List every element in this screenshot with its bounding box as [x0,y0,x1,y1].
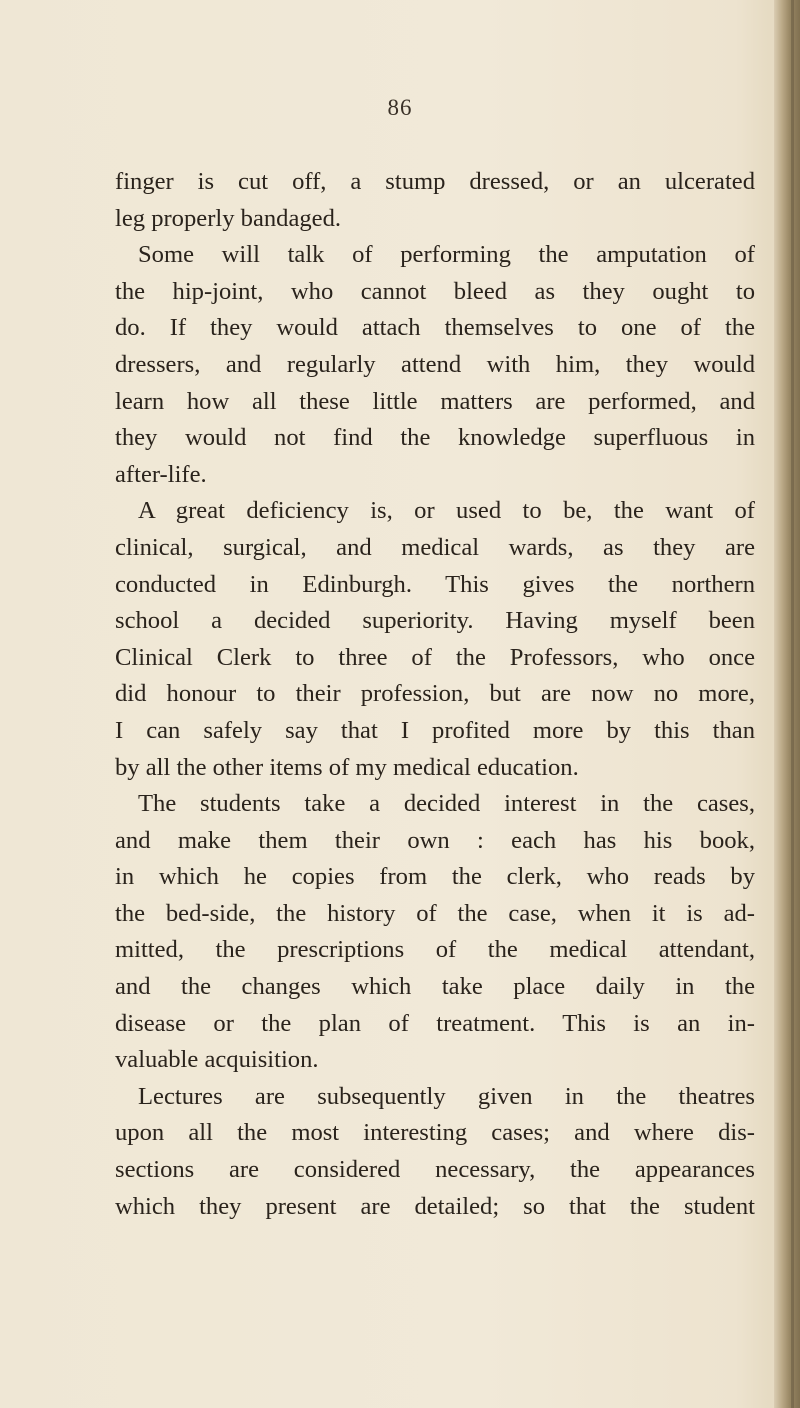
text-line: they would not find the knowledge superfluous in [115,424,755,452]
text-line: sections are considered necessary, the appearances [115,1156,755,1184]
text-line: clinical, surgical, and medical wards, as they are [115,533,755,561]
text-line: Some will talk of performing the amputation of [138,241,755,269]
text-line: which they present are detailed; so that the student [115,1192,755,1220]
text-line: school a decided superiority. Having myself been [115,607,755,635]
text-line: valuable acquisition. [115,1046,319,1074]
text-line: leg properly bandaged. [115,204,342,232]
text-line: dressers, and regularly attend with him, they would [115,350,755,378]
text-line: by all the other items of my medical education. [115,753,579,781]
text-line: Lectures are subsequently given in the theatres [138,1082,755,1110]
text-line: finger is cut off, a stump dressed, or an ulcerated [115,168,755,195]
body-text [115,164,755,1225]
text-line: disease or the plan of treatment. This is an in- [115,1009,755,1037]
text-line: upon all the most interesting cases; and where dis- [115,1119,755,1147]
text-line: mitted, the prescriptions of the medical attendant, [115,936,755,964]
text-line: Clinical Clerk to three of the Professors, who once [115,643,755,671]
text-line: I can safely say that I profited more by this than [115,716,755,744]
text-line: after-life. [115,460,207,488]
text-line: conducted in Edinburgh. This gives the northern [115,570,755,598]
text-line: the bed-side, the history of the case, when it is ad- [115,899,755,927]
text-line: and make them their own : each has his book, [115,826,755,854]
text-line: and the changes which take place daily in the [115,973,755,1001]
text-line: the hip-joint, who cannot bleed as they ought to [115,277,755,305]
text-line: in which he copies from the clerk, who reads by [115,863,755,891]
text-line: A great deficiency is, or used to be, the want of [138,497,755,525]
page-number: 86 [387,95,413,120]
page-edge [774,0,800,1408]
text-line: did honour to their profession, but are now no more, [115,680,755,708]
text-line: do. If they would attach themselves to one of the [115,314,755,342]
text-line: learn how all these little matters are performed, and [115,387,755,415]
text-line: The students take a decided interest in the cases, [138,790,755,818]
